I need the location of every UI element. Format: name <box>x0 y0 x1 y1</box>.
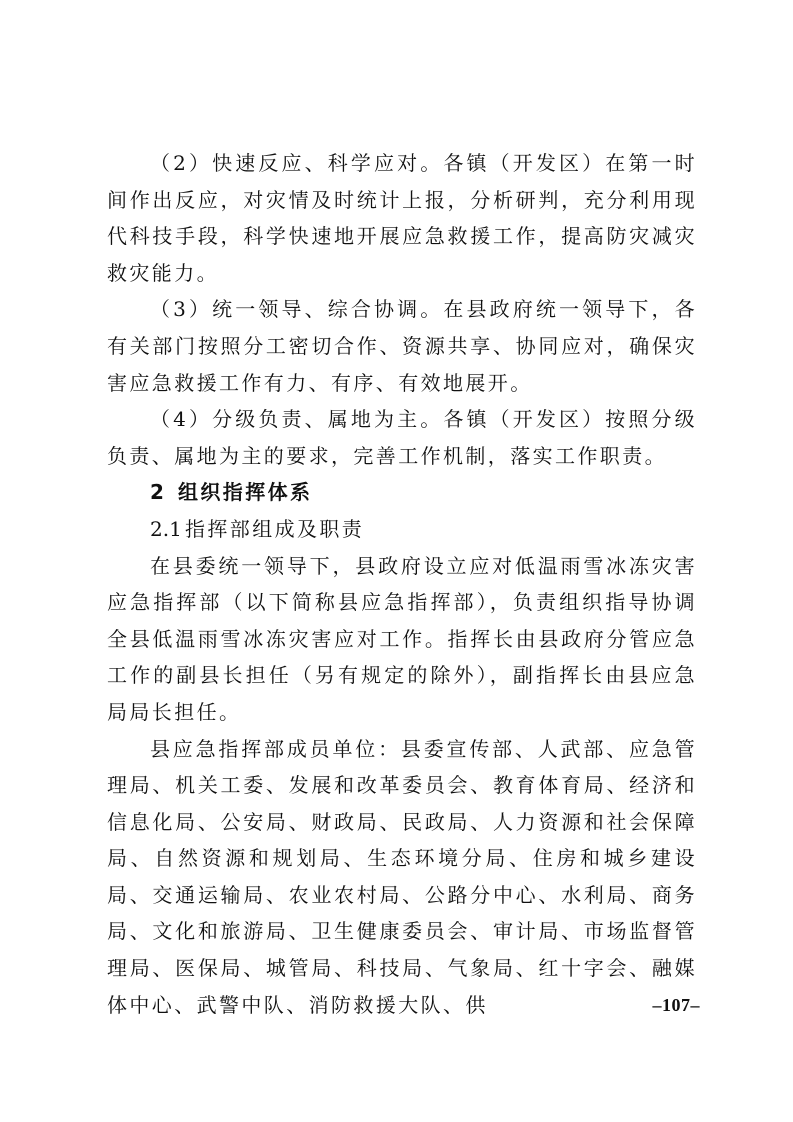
paragraph-principle-2: （2）快速反应、科学应对。各镇（开发区）在第一时间作出反应，对灾情及时统计上报，分析研判，充分利用现代科技手段，科学快速地开展应急救援工作，提高防灾减灾救灾能力。 <box>107 151 697 285</box>
subsection-number: 2.1 <box>150 516 182 541</box>
paragraph-principle-4: （4）分级负责、属地为主。各镇（开发区）按照分级负责、属地为主的要求，完善工作机制，落实工作职责。 <box>107 407 697 468</box>
page-number: –107– <box>652 995 700 1015</box>
paragraph-member-units: 县应急指挥部成员单位：县委宣传部、人武部、应急管理局、机关工委、发展和改革委员会、教育体育局、经济和信息化局、公安局、财政局、民政局、人力资源和社会保障局、自然资源和规划局、生态环境分局、住房和城乡建设局、交通运输局、农业农村局、公路分中心、水利局、商务局、文化和旅游局、卫生健康委员会、审计局、市场监督管理局、医保局、城管局、科技局、气象局、红十字会、融媒体中心、武警中队、消防救援大队、供 <box>107 736 697 1017</box>
paragraph-command-structure: 在县委统一领导下，县政府设立应对低温雨雪冰冻灾害应急指挥部（以下简称县应急指挥部），负责组织指导协调全县低温雨雪冰冻灾害应对工作。指挥长由县政府分管应急工作的副县长担任（另有规定的除外），副指挥长由县应急局局长担任。 <box>107 553 697 724</box>
section-number: 2 <box>150 480 167 505</box>
paragraph-principle-3: （3）统一领导、综合协调。在县政府统一领导下，各有关部门按照分工密切合作、资源共享、协同应对，确保灾害应急救援工作有力、有序、有效地展开。 <box>107 297 697 395</box>
subsection-title: 指挥部组成及职责 <box>185 516 365 541</box>
section-heading <box>107 474 697 511</box>
section-title: 组织指挥体系 <box>178 480 313 505</box>
subsection-heading <box>107 511 697 548</box>
document-body <box>107 145 697 1023</box>
